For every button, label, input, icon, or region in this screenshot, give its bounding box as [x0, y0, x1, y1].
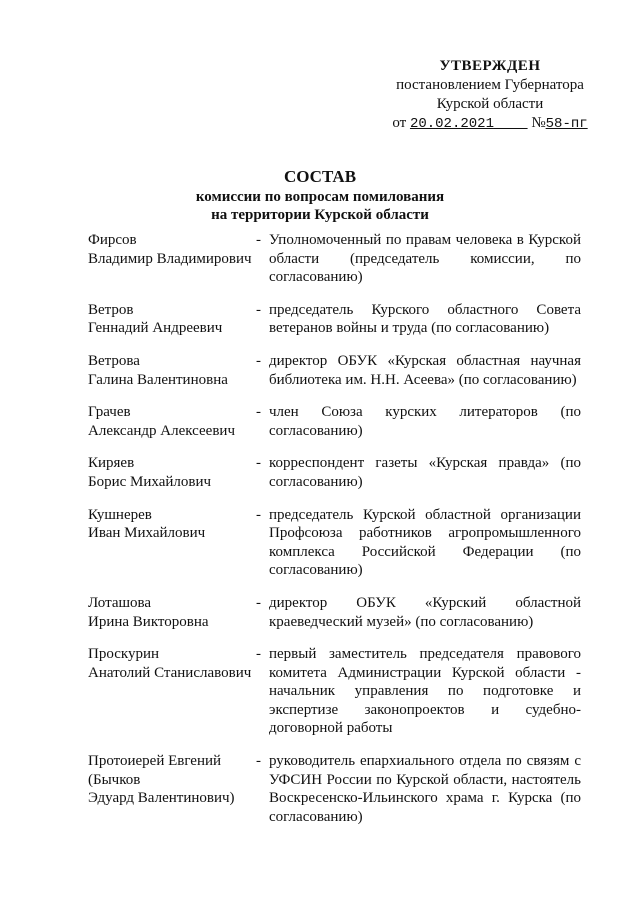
member-dash: - — [256, 646, 261, 663]
document-title: СОСТАВ — [283, 167, 357, 186]
member-name-line: Иван Михайлович — [88, 525, 206, 542]
member-row — [88, 645, 588, 738]
member-name — [88, 506, 256, 580]
member-role: Уполномоченный по правам человека в Курской области (председатель комиссии, по согласованию) — [269, 232, 581, 286]
member-name-line: Эдуард Валентинович) — [88, 790, 235, 807]
member-name — [88, 231, 256, 287]
member-dash: - — [256, 404, 261, 421]
member-name-line: Проскурин — [88, 646, 159, 663]
member-role: первый заместитель председателя правового комитета Администрации Курской области - начальник управления по подготовке и экспертизе законопроектов и судебно-договорной работы — [269, 646, 581, 737]
member-row — [88, 403, 588, 440]
member-name — [88, 454, 256, 491]
member-role: директор ОБУК «Курская областная научная библиотека им. Н.Н. Асеева» (по согласованию) — [269, 352, 581, 388]
member-name — [88, 645, 256, 738]
member-row — [88, 506, 588, 580]
document-heading — [0, 166, 640, 224]
member-name — [88, 594, 256, 631]
member-row — [88, 752, 588, 826]
member-role: директор ОБУК «Курский областной краеведческий музей» (по согласованию) — [269, 594, 581, 630]
date-prefix: от — [392, 115, 407, 131]
document-subtitle-1: комиссии по вопросам помилования — [195, 189, 445, 205]
member-name-line: Александр Алексеевич — [88, 422, 235, 439]
member-name-line: Ветров — [88, 301, 134, 318]
member-name-line: Геннадий Андреевич — [88, 320, 223, 337]
approval-stamp — [380, 57, 600, 134]
member-name-line: Протоиерей Евгений — [88, 753, 222, 770]
member-name-line: Галина Валентиновна — [88, 371, 228, 388]
member-role: председатель Курской областной организации Профсоюза работников агропромышленного комплекса Российской Федерации (по согласованию) — [269, 506, 581, 579]
approval-line-1: постановлением Губернатора — [396, 77, 584, 93]
member-role: председатель Курского областного Совета ветеранов войны и труда (по согласованию) — [269, 301, 581, 337]
member-name-line: Владимир Владимирович — [88, 250, 252, 267]
member-dash: - — [256, 594, 261, 611]
member-name — [88, 403, 256, 440]
member-row — [88, 231, 588, 287]
member-role: корреспондент газеты «Курская правда» (по согласованию) — [269, 455, 581, 490]
member-row — [88, 352, 588, 389]
member-name-line: Фирсов — [88, 232, 137, 248]
member-name — [88, 352, 256, 389]
member-name-line: Кушнерев — [88, 506, 152, 523]
member-role: член Союза курских литераторов (по согласованию) — [269, 404, 581, 439]
member-name — [88, 301, 256, 338]
member-dash: - — [256, 506, 261, 523]
member-row — [88, 454, 588, 491]
approval-number: 58-пг — [545, 116, 588, 132]
member-dash: - — [256, 232, 261, 248]
member-dash: - — [256, 352, 261, 369]
member-row — [88, 301, 588, 338]
approval-line-2: Курской области — [436, 96, 544, 112]
member-role: руководитель епархиального отдела по связям с УФСИН России по Курской области, настоятель Воскресенско-Ильинского храма г. Курска (по согласованию) — [269, 753, 581, 825]
member-name-line: Киряев — [88, 455, 135, 472]
number-prefix: № — [531, 115, 546, 131]
member-name-line: Борис Михайлович — [88, 473, 212, 490]
document-subtitle-2: на территории Курской области — [211, 207, 429, 223]
member-name-line: Анатолий Станиславович — [88, 664, 252, 681]
member-row — [88, 594, 588, 631]
member-name-line: (Бычков — [88, 771, 141, 788]
member-name-line: Грачев — [88, 404, 131, 421]
approval-date: 20.02.2021 — [409, 116, 494, 132]
member-name — [88, 752, 256, 826]
member-dash: - — [256, 455, 261, 472]
member-dash: - — [256, 301, 261, 318]
approval-title: УТВЕРЖДЕН — [439, 58, 541, 74]
member-list — [88, 231, 588, 840]
member-name-line: Ветрова — [88, 352, 140, 369]
member-dash: - — [256, 753, 261, 770]
member-name-line: Ирина Викторовна — [88, 613, 209, 630]
member-name-line: Лоташова — [88, 594, 152, 611]
approval-date-line — [380, 114, 600, 134]
